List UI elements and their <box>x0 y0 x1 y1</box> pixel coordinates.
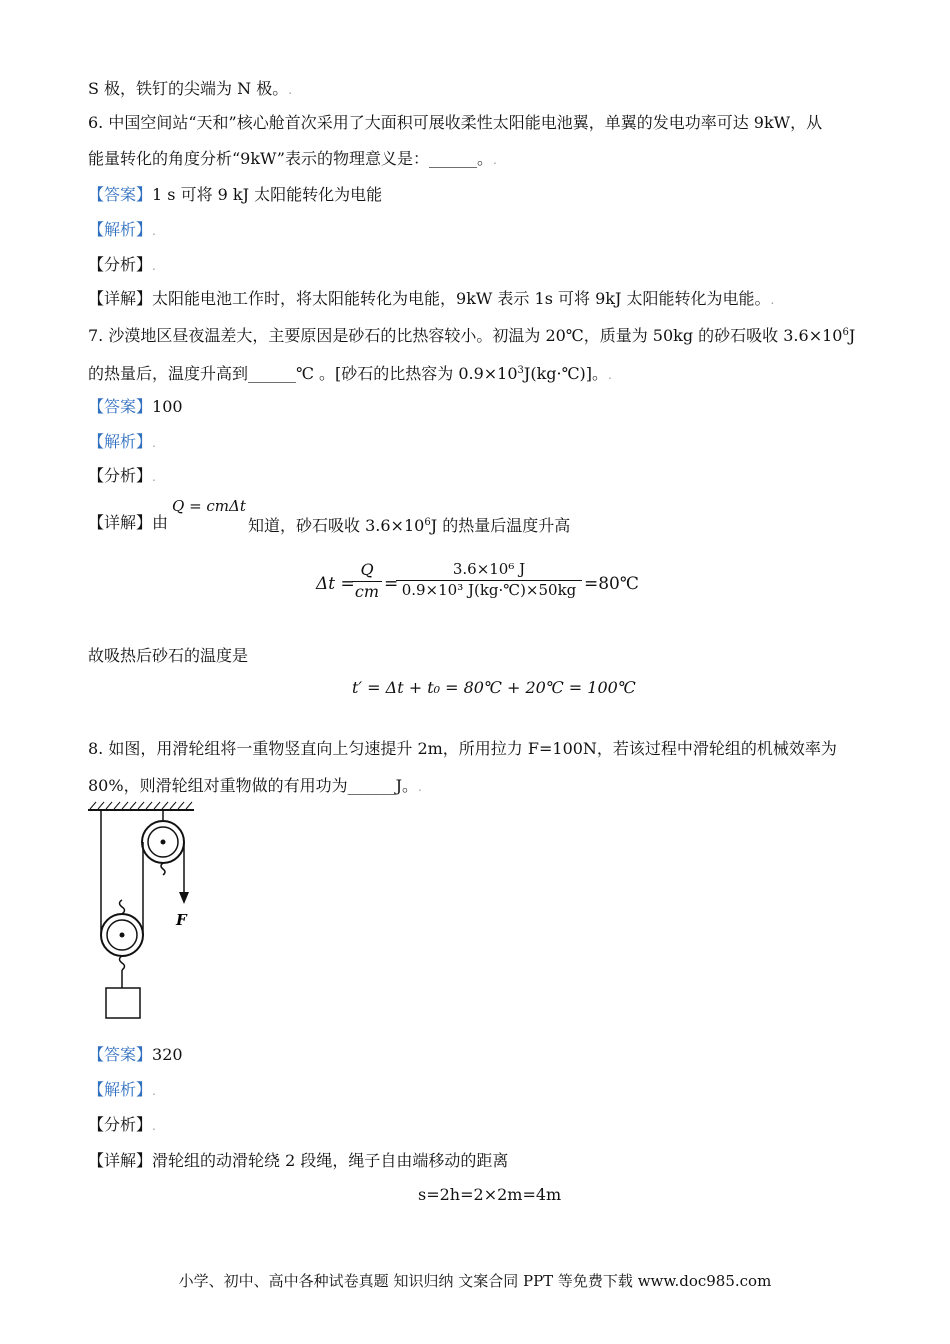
answer-6: 【答案】1 s 可将 9 kJ 太阳能转化为电能 <box>88 185 383 204</box>
detail-6: 【详解】太阳能电池工作时，将太阳能转化为电能，9kW 表示 1s 可将 9kJ 太阳能转化为电能。. <box>88 289 775 308</box>
fraction-q-over-cm: $\frac{Q}{cm}$ <box>352 560 382 601</box>
document-page: S 极，铁钉的尖端为 N 极。. 6. 中国空间站“天和”核心舱首次采用了大面积可展收柔性太阳能电池翼，单翼的发电功率可达 9kW，从 能量转化的角度分析“9kW”表示的物理意义是：______。. 【答案】1 s 可将 9 kJ 太阳能转化为电能 【解析】. 【分析】. 【详解】太阳能电池工作时，将太阳能转化为电能，9kW 表示 1s 可将 9kJ 太阳能转化为电能。. 7. 沙漠地区昼夜温差大，主要原因是砂石的比热容较小。初温为 20℃，质量为 50kg 的砂石吸收 $3.6\times 10^6J$ 的热量后，温度升高到______℃ 。[砂石的比热容为 $0.9\times 10^3J(kg\cdot℃)$]。. 【答案】100 【解析】. 【分析】. 【详解】由 Q = cmΔt 知道，砂石吸收 $3.6\times 10^6J$ 的热量后温度升高 Δt = $\frac{Q}{cm}$ = $\frac{\text{3.6×10⁶ J}}{\text{0.9×10³ J(kg·℃)×50kg}}$ =80℃ 故吸热后砂石的温度是 t′ = Δt + t₀ = 80℃ + 20℃ = 100℃ 8. 如图，用滑轮组将一重物竖直向上匀速提升 2m，所用拉力 F=100N，若该过程中滑轮组的机械效率为 80%，则滑轮组对重物做的有用功为______J。. F 【答案】320 【解析】. 【分析】. 【详解】滑轮组的动滑轮绕 2 段绳，绳子自由端移动的距离 s=2h=2×2m=4m 小学、初中、高中各种试卷真题 知识归纳 文案合同 PPT 等免费下载 www.doc985.com <box>0 0 950 1344</box>
answer-8: 【答案】320 <box>88 1045 183 1064</box>
text-line: S 极，铁钉的尖端为 N 极。. <box>88 79 293 98</box>
dt-result: =80℃ <box>584 574 639 594</box>
t-equation: t′ = Δt + t₀ = 80℃ + 20℃ = 100℃ <box>352 678 636 697</box>
question-8-line-1: 8. 如图，用滑轮组将一重物竖直向上匀速提升 2m，所用拉力 F=100N，若该过程中滑轮组的机械效率为 <box>88 739 837 758</box>
fraction-numbers: $\frac{\text{3.6×10⁶ J}}{\text{0.9×10³ J(kg·℃)×50kg}}$ <box>396 560 582 599</box>
dt-lhs: Δt = <box>316 574 355 594</box>
question-6-line-1: 6. 中国空间站“天和”核心舱首次采用了大面积可展收柔性太阳能电池翼，单翼的发电功率可达 9kW，从 <box>88 113 823 132</box>
question-8-line-2: 80%，则滑轮组对重物做的有用功为______J。. <box>88 776 422 795</box>
page-footer: 小学、初中、高中各种试卷真题 知识归纳 文案合同 PPT 等免费下载 www.doc985.com <box>178 1272 772 1290</box>
fenxi-8: 【分析】. <box>88 1115 156 1134</box>
detail-8: 【详解】滑轮组的动滑轮绕 2 段绳，绳子自由端移动的距离 <box>88 1151 509 1170</box>
question-7-line-2: 的热量后，温度升高到______℃ 。[砂石的比热容为 $0.9\times 10^3J(kg\cdot℃)$]。. <box>88 364 612 383</box>
detail-7: 【详解】由 <box>88 513 169 532</box>
answer-7: 【答案】100 <box>88 397 183 416</box>
analysis-7: 【解析】. <box>88 432 156 451</box>
fenxi-7: 【分析】. <box>88 466 156 485</box>
force-label: F <box>176 911 187 929</box>
question-7-line-1: 7. 沙漠地区昼夜温差大，主要原因是砂石的比热容较小。初温为 20℃，质量为 50kg 的砂石吸收 $3.6\times 10^6J$ <box>88 326 856 345</box>
fenxi-6: 【分析】. <box>88 255 156 274</box>
conclusion-7: 故吸热后砂石的温度是 <box>88 646 249 665</box>
detail-7-cont: 知道，砂石吸收 $3.6\times 10^6J$ 的热量后温度升高 <box>248 516 571 535</box>
q-formula: Q = cmΔt <box>172 497 246 515</box>
analysis-8: 【解析】. <box>88 1080 156 1099</box>
pulley-diagram <box>86 800 206 1025</box>
s-equation: s=2h=2×2m=4m <box>418 1185 562 1204</box>
question-6-line-2: 能量转化的角度分析“9kW”表示的物理意义是：______。. <box>88 149 497 168</box>
analysis-6: 【解析】. <box>88 220 156 239</box>
